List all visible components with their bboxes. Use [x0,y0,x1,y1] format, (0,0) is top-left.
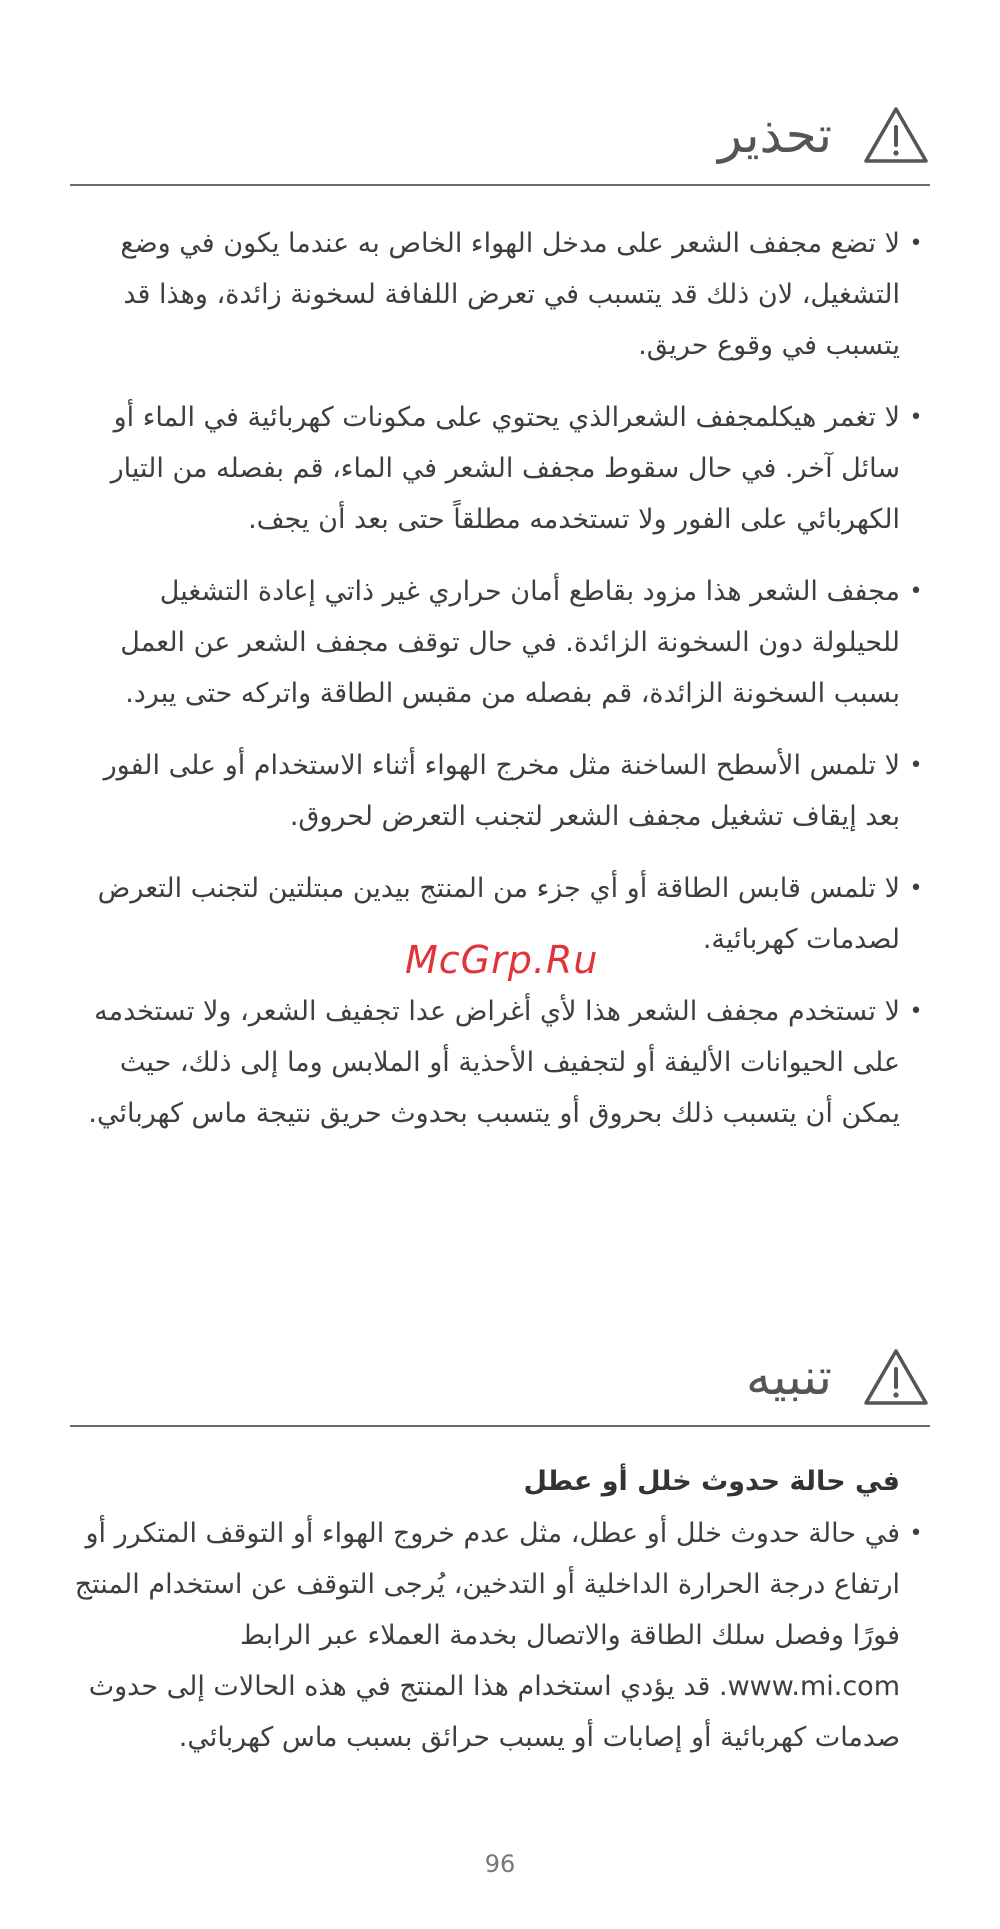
bullet: • [909,579,923,604]
bullet: • [909,876,923,901]
warning-triangle-icon [862,1347,930,1407]
warning-item: • مجفف الشعر هذا مزود بقاطع أمان حراري غير ذاتي إعادة التشغيل للحيلولة دون السخونة الزائدة. في حال توقف مجفف الشعر عن العمل بسبب السخونة الزائدة، قم بفصله من مقبس الطاقة واتركه حتى يبرد. [70,566,932,719]
bullet: • [909,231,923,256]
bullet: • [909,1521,923,1546]
warning-item: • لا تلمس قابس الطاقة أو أي جزء من المنتج بيدين مبتلتين لتجنب التعرض لصدمات كهربائية. [70,863,932,965]
bullet: • [909,999,923,1024]
caution-list [70,1508,932,1763]
caution-item: • في حالة حدوث خلل أو عطل، مثل عدم خروج الهواء أو التوقف المتكرر أو ارتفاع درجة الحرارة الداخلية أو التدخين، يُرجى التوقف عن استخدام المنتج فورًا وفصل سلك الطاقة والاتصال بخدمة العملاء عبر الرابط www.mi.com. قد يؤدي استخدام هذا المنتج في هذه الحالات إلى حدوث صدمات كهربائية أو إصابات أو يسبب حرائق بسبب ماس كهربائي. [70,1508,932,1763]
warning-divider [70,184,930,186]
bullet: • [909,753,923,778]
watermark: McGrp.Ru [405,938,599,982]
page-number: 96 [484,1850,516,1878]
warning-list [70,218,932,1139]
warning-triangle-icon [862,105,930,165]
warning-item: • لا تضع مجفف الشعر على مدخل الهواء الخاص به عندما يكون في وضع التشغيل، لان ذلك قد يتسبب في تعرض اللفافة لسخونة زائدة، وهذا قد يتسبب في وقوع حريق. [70,218,932,371]
warning-item: • لا تستخدم مجفف الشعر هذا لأي أغراض عدا تجفيف الشعر، ولا تستخدمه على الحيوانات الأليفة أو لتجفيف الأحذية أو الملابس وما إلى ذلك، حيث يمكن أن يتسبب ذلك بحروق أو يتسبب بحدوث حريق نتيجة ماس كهربائي. [70,986,932,1139]
bullet: • [909,405,923,430]
caution-header [70,1347,930,1407]
caution-title: تنبيه [746,1348,832,1406]
warning-item: • لا تغمر هيكلمجفف الشعرالذي يحتوي على مكونات كهربائية في الماء أو سائل آخر. في حال سقوط مجفف الشعر في الماء، قم بفصله من التيار الكهربائي على الفور ولا تستخدمه مطلقاً حتى بعد أن يجف. [70,392,932,545]
caution-divider [70,1425,930,1427]
warning-title: تحذير [718,106,832,164]
warning-item: • لا تلمس الأسطح الساخنة مثل مخرج الهواء أثناء الاستخدام أو على الفور بعد إيقاف تشغيل مجفف الشعر لتجنب التعرض لحروق. [70,740,932,842]
warning-header [70,105,930,165]
caution-subheading: في حالة حدوث خلل أو عطل [523,1466,900,1497]
